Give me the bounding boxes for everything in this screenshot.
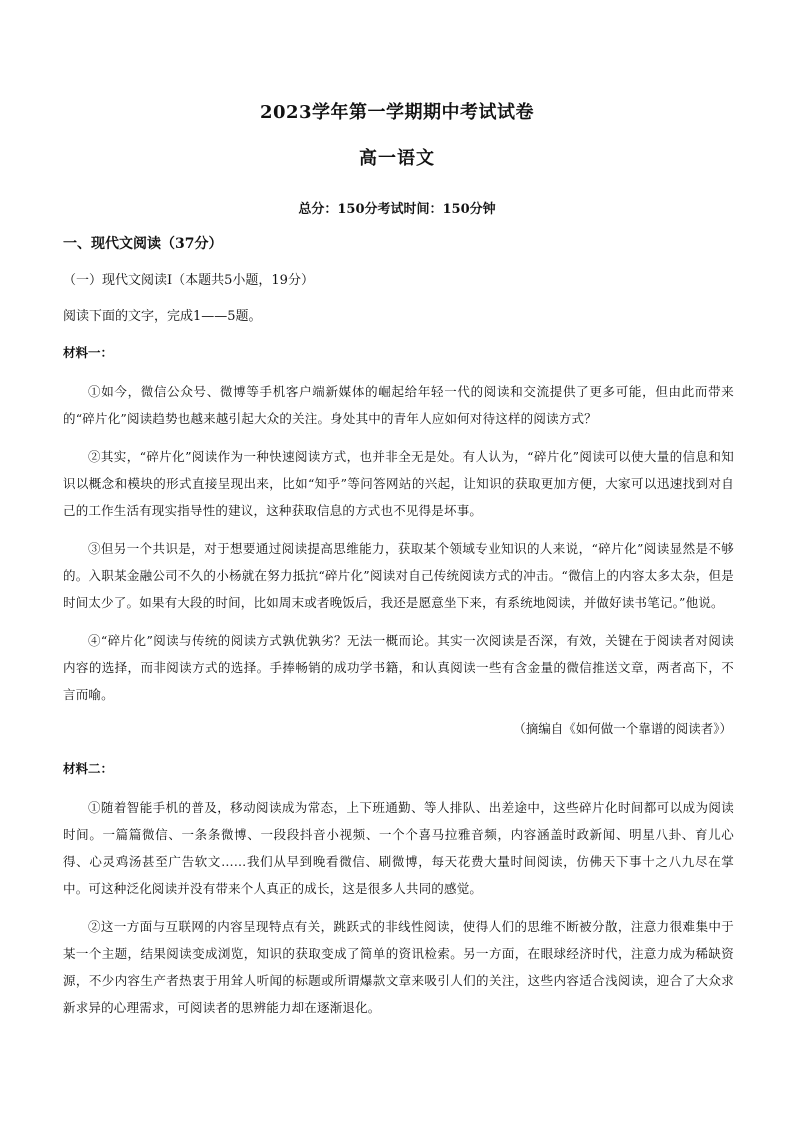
sub-section-heading: （一）现代文阅读Ⅰ（本题共5小题，19分） — [63, 273, 314, 288]
material-one-paragraph: ③但另一个共识是，对于想要通过阅读提高思维能力，获取某个领域专业知识的人来说，“碎片化”阅读显然是不够的。入职某金融公司不久的小杨就在努力抵抗“碎片化”阅读对自己传统阅读方式的冲击。“微信上的内容太多太杂，但是时间太少了。如果有大段的时间，比如周末或者晚饭后，我还是愿意坐下来，有系统地阅读，并做好读书笔记。”他说。 — [63, 541, 734, 610]
exam-title: 2023学年第一学期期中考试试卷 — [259, 102, 535, 123]
score-time-info: 总分：150分考试时间：150分钟 — [298, 202, 496, 217]
instruction-text: 阅读下面的文字，完成1——5题。 — [63, 309, 262, 324]
material-one-paragraph: ①如今，微信公众号、微博等手机客户端新媒体的崛起给年轻一代的阅读和交流提供了更多可能，但由此而带来的“碎片化”阅读趋势也越来越引起大众的关注。身处其中的青年人应如何对待这样的阅读方式？ — [63, 384, 734, 426]
material-two-label: 材料二： — [63, 761, 114, 776]
subject-title: 高一语文 — [359, 148, 435, 169]
material-one-label: 材料一： — [63, 345, 114, 360]
section-heading: 一、现代文阅读（37分） — [63, 236, 223, 252]
material-one-source: （摘编自《如何做一个靠谱的阅读者》） — [513, 721, 732, 736]
material-one-paragraph: ④“碎片化”阅读与传统的阅读方式孰优孰劣？无法一概而论。其实一次阅读是否深，有效，关键在于阅读者对阅读内容的选择，而非阅读方式的选择。手捧畅销的成功学书籍，和认真阅读一些有含金量的微信推送文章，两者高下，不言而喻。 — [63, 633, 734, 702]
material-two-paragraph: ②这一方面与互联网的内容呈现特点有关，跳跃式的非线性阅读，使得人们的思维不断被分散，注意力很难集中于某一个主题，结果阅读变成浏览，知识的获取变成了简单的资讯检索。另一方面，在眼球经济时代，注意力成为稀缺资源，不少内容生产者热衷于用耸人听闻的标题或所谓爆款文章来吸引人们的关注，这些内容适合浅阅读，迎合了大众求新求异的心理需求，可阅读者的思辨能力却在逐渐退化。 — [63, 919, 734, 1015]
material-one-paragraph: ②其实，“碎片化”阅读作为一种快速阅读方式，也并非全无是处。有人认为，“碎片化”阅读可以使大量的信息和知识以概念和模块的形式直接呈现出来，比如“知乎”等问答网站的兴起，让知识的获取更加方便，大家可以迅速找到对自己的工作生活有现实指导性的建议，这种获取信息的方式也不见得是坏事。 — [63, 449, 734, 518]
material-two-paragraph: ①随着智能手机的普及，移动阅读成为常态，上下班通勤、等人排队、出差途中，这些碎片化时间都可以成为阅读时间。一篇篇微信、一条条微博、一段段抖音小视频、一个个喜马拉雅音频，内容涵盖时政新闻、明星八卦、育儿心得、心灵鸡汤甚至广告软文……我们从早到晚看微信、刷微博，每天花费大量时间阅读，仿佛天下事十之八九尽在掌中。可这种泛化阅读并没有带来个人真正的成长，这是很多人共同的感觉。 — [63, 800, 734, 896]
exam-content — [63, 234, 734, 1032]
